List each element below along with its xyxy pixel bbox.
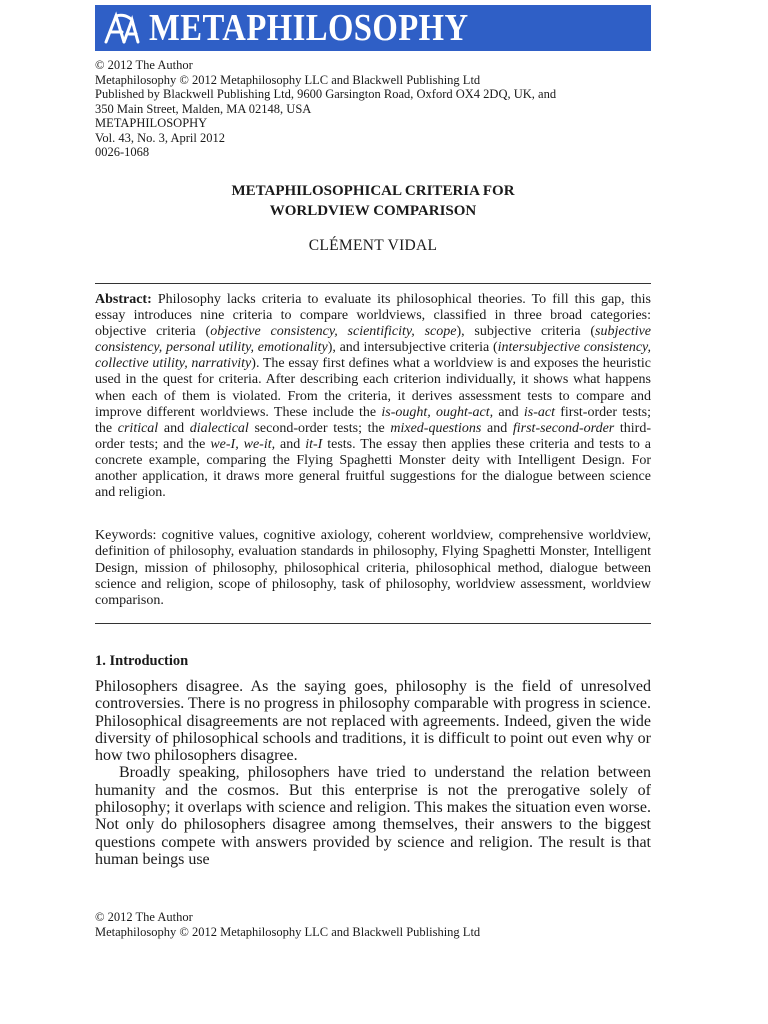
article-author: CLÉMENT VIDAL bbox=[308, 237, 438, 254]
publisher-address-line-2: 350 Main Street, Malden, MA 02148, USA bbox=[95, 101, 312, 116]
section-heading: 1. Introduction bbox=[95, 653, 189, 669]
volume-line: Vol. 43, No. 3, April 2012 bbox=[95, 130, 225, 145]
abstract-term: we-I, we-it, bbox=[210, 436, 276, 452]
abstract-term: first-second-order bbox=[512, 420, 615, 436]
abstract-text: and bbox=[493, 404, 524, 420]
article-title-line-1: METAPHILOSOPHICAL CRITERIA FOR bbox=[231, 183, 515, 199]
paragraph: Broadly speaking, philosophers have tried to understand the relation between humanity and the cosmos. But this enterprise is not the prerogative solely of philosophy; it overlaps with science and religion. This makes the situation even worse. Not only do philosophers disagree among themselves, their answers to the biggest questions compete with answers provided by science and religion. The result is that human beings use bbox=[95, 764, 651, 868]
abstract-term: objective consistency, scientificity, scope bbox=[210, 324, 457, 340]
abstract-text: and bbox=[275, 436, 306, 452]
abstract-text: and bbox=[481, 420, 513, 436]
abstract-term: subjective consistency, personal utility, emotionality bbox=[95, 324, 652, 356]
abstract-text: ). The essay first defines what a worldview is and exposes the heuristic used in the quest for criteria. After describing each criterion individually, it shows what happens when each of them is violated. From the criteria, it derives assessment tests to compare and improve different worldviews. These include the bbox=[95, 356, 651, 420]
abstract-text: third-order tests; and the bbox=[95, 420, 651, 452]
abstract-term: intersubjective consistency, collective utility, narrativity bbox=[95, 340, 651, 372]
journal-banner bbox=[95, 5, 651, 51]
abstract-text: first-order tests; the bbox=[95, 404, 652, 436]
abstract-label: Abstract: bbox=[95, 292, 152, 307]
paragraph: Philosophers disagree. As the saying goes, philosophy is the field of unresolved controversies. There is no progress in philosophy comparable with progress in science. Philosophical disagreements are not replaced with agreements. Indeed, given the wide diversity of philosophical schools and traditions, it is difficult to point out even why or how two philosophers disagree. bbox=[95, 678, 651, 765]
abstract-term: is-act bbox=[523, 404, 555, 420]
abstract-term: is-ought, ought-act, bbox=[381, 404, 494, 420]
publisher-copyright-line: Metaphilosophy © 2012 Metaphilosophy LLC and Blackwell Publishing Ltd bbox=[95, 72, 481, 87]
abstract-term: dialectical bbox=[189, 420, 249, 436]
journal-title: METAPHILOSOPHY bbox=[149, 7, 469, 49]
ornament-logo-icon bbox=[95, 5, 149, 51]
abstract-text: ), subjective criteria ( bbox=[456, 324, 596, 340]
article-title bbox=[95, 181, 651, 221]
issn-line: 0026-1068 bbox=[95, 145, 150, 159]
bottom-divider bbox=[95, 623, 651, 624]
footer-publisher-line: Metaphilosophy © 2012 Metaphilosophy LLC and Blackwell Publishing Ltd bbox=[95, 924, 481, 939]
abstract-text: tests. The essay then applies these criteria and tests to a concrete example, comparing the Flying Spaghetti Monster deity with Intelligent Design. For another application, it draws more general fruitful suggestions for the dialogue between science and religion. bbox=[95, 436, 652, 501]
abstract-text: ), and intersubjective criteria ( bbox=[327, 340, 498, 356]
abstract-term: it-I bbox=[305, 436, 323, 452]
publisher-address-line-1: Published by Blackwell Publishing Ltd, 9600 Garsington Road, Oxford OX4 2DQ, UK, and bbox=[95, 87, 557, 101]
abstract-text: and bbox=[158, 420, 190, 436]
journal-name-line: METAPHILOSOPHY bbox=[95, 116, 208, 130]
abstract-text: second-order tests; the bbox=[248, 420, 391, 436]
abstract-term: critical bbox=[117, 420, 159, 436]
publication-info bbox=[95, 58, 655, 160]
top-divider bbox=[95, 283, 651, 284]
abstract bbox=[95, 292, 651, 501]
abstract-text: Philosophy lacks criteria to evaluate its philosophical theories. To fill this gap, this essay introduces nine criteria to compare worldviews, classified in three broad categories: objective criteria ( bbox=[95, 292, 651, 340]
footer-copyright-line: © 2012 The Author bbox=[95, 910, 193, 924]
page-footer bbox=[95, 910, 480, 939]
keywords: Keywords: cognitive values, cognitive axiology, coherent worldview, comprehensive worldview, definition of philosophy, evaluation standards in philosophy, Flying Spaghetti Monster, Intelligent Design, mission of philosophy, philosophical criteria, philosophical method, dialogue between science and religion, scope of philosophy, task of philosophy, worldview assessment, worldview comparison. bbox=[95, 528, 651, 609]
article-title-line-2: WORLDVIEW COMPARISON bbox=[269, 203, 477, 219]
section-body bbox=[95, 678, 651, 868]
copyright-line: © 2012 The Author bbox=[95, 58, 193, 72]
abstract-term: mixed-questions bbox=[390, 420, 482, 436]
